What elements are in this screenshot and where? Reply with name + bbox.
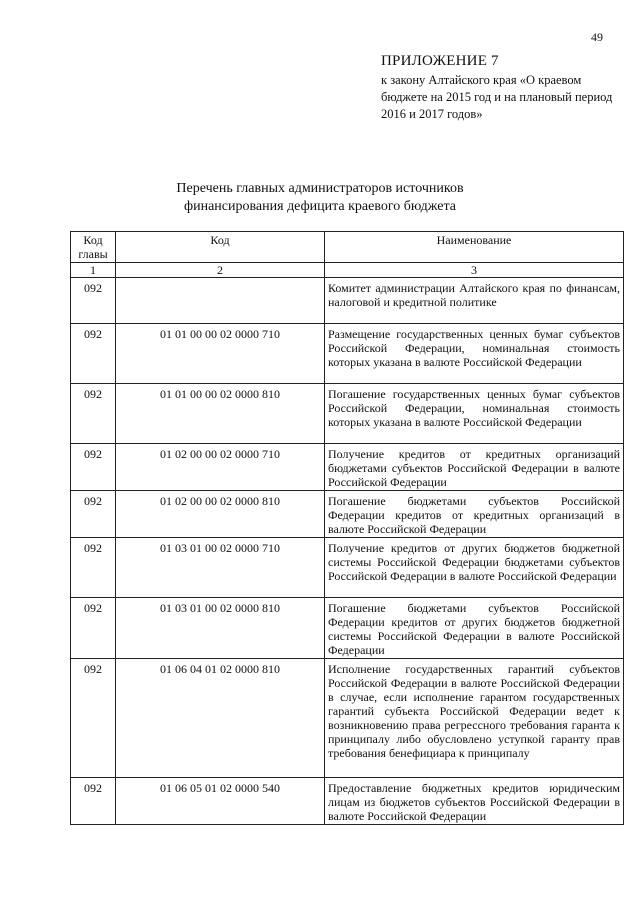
page-number: 49 — [591, 30, 603, 44]
chapter-code-cell: 092 — [71, 324, 116, 384]
table-row — [71, 538, 624, 598]
document-title-line-2: финансирования дефицита краевого бюджета — [184, 199, 456, 214]
table-row — [71, 324, 624, 384]
header-code: Код — [116, 232, 325, 263]
code-cell — [116, 278, 325, 324]
name-cell: Получение кредитов от кредитных организаций бюджетами субъектов Российской Федерации в валюте Российской Федерации — [325, 444, 624, 491]
name-cell: Комитет администрации Алтайского края по финансам, налоговой и кредитной политике — [325, 278, 624, 324]
chapter-code-cell: 092 — [71, 278, 116, 324]
column-number: 3 — [325, 263, 624, 278]
document-title — [120, 180, 520, 216]
chapter-code-cell: 092 — [71, 444, 116, 491]
appendix-text: к закону Алтайского края «О краевом бюджете на 2015 год и на плановый период 2016 и 2017 годов» — [381, 73, 613, 121]
appendix-title: ПРИЛОЖЕНИЕ 7 — [381, 53, 499, 69]
code-cell: 01 03 01 00 02 0000 710 — [116, 538, 325, 598]
name-cell: Исполнение государственных гарантий субъектов Российской Федерации в валюте Российской Федерации в случае, если исполнение гарантом государственных гарантий субъекта Российской Федерации ведет к возникновению права регрессного требования гаранта к принципалу либо обусловлено уступкой гаранту прав требования бенефициара к принципалу — [325, 659, 624, 778]
table-row — [71, 778, 624, 825]
code-cell: 01 03 01 00 02 0000 810 — [116, 598, 325, 659]
name-cell: Погашение бюджетами субъектов Российской Федерации кредитов от кредитных организаций в валюте Российской Федерации — [325, 491, 624, 538]
column-number: 1 — [71, 263, 116, 278]
chapter-code-cell: 092 — [71, 538, 116, 598]
table-row — [71, 659, 624, 778]
administrators-table — [70, 231, 624, 825]
code-cell: 01 02 00 00 02 0000 710 — [116, 444, 325, 491]
table-row — [71, 491, 624, 538]
chapter-code-cell: 092 — [71, 384, 116, 444]
name-cell: Погашение бюджетами субъектов Российской Федерации кредитов от других бюджетов бюджетной системы Российской Федерации в валюте Российской Федерации — [325, 598, 624, 659]
document-title-line-1: Перечень главных администраторов источников — [176, 181, 464, 196]
code-cell: 01 02 00 00 02 0000 810 — [116, 491, 325, 538]
header-chapter-code: Код главы — [71, 232, 116, 263]
code-cell: 01 06 05 01 02 0000 540 — [116, 778, 325, 825]
chapter-code-cell: 092 — [71, 778, 116, 825]
column-number: 2 — [116, 263, 325, 278]
chapter-code-cell: 092 — [71, 659, 116, 778]
appendix-block — [381, 52, 613, 123]
table-row — [71, 384, 624, 444]
chapter-code-cell: 092 — [71, 491, 116, 538]
table-row — [71, 598, 624, 659]
column-number-row — [71, 263, 624, 278]
table-row — [71, 278, 624, 324]
name-cell: Погашение государственных ценных бумаг субъектов Российской Федерации, номинальная стоимость которых указана в валюте Российской Федерации — [325, 384, 624, 444]
name-cell: Получение кредитов от других бюджетов бюджетной системы Российской Федерации бюджетами субъектов Российской Федерации в валюте Российской Федерации — [325, 538, 624, 598]
name-cell: Предоставление бюджетных кредитов юридическим лицам из бюджетов субъектов Российской Федерации в валюте Российской Федерации — [325, 778, 624, 825]
header-name: Наименование — [325, 232, 624, 263]
name-cell: Размещение государственных ценных бумаг субъектов Российской Федерации, номинальная стоимость которых указана в валюте Российской Федерации — [325, 324, 624, 384]
chapter-code-cell: 092 — [71, 598, 116, 659]
code-cell: 01 06 04 01 02 0000 810 — [116, 659, 325, 778]
table-row — [71, 444, 624, 491]
code-cell: 01 01 00 00 02 0000 810 — [116, 384, 325, 444]
table-header-row — [71, 232, 624, 263]
code-cell: 01 01 00 00 02 0000 710 — [116, 324, 325, 384]
